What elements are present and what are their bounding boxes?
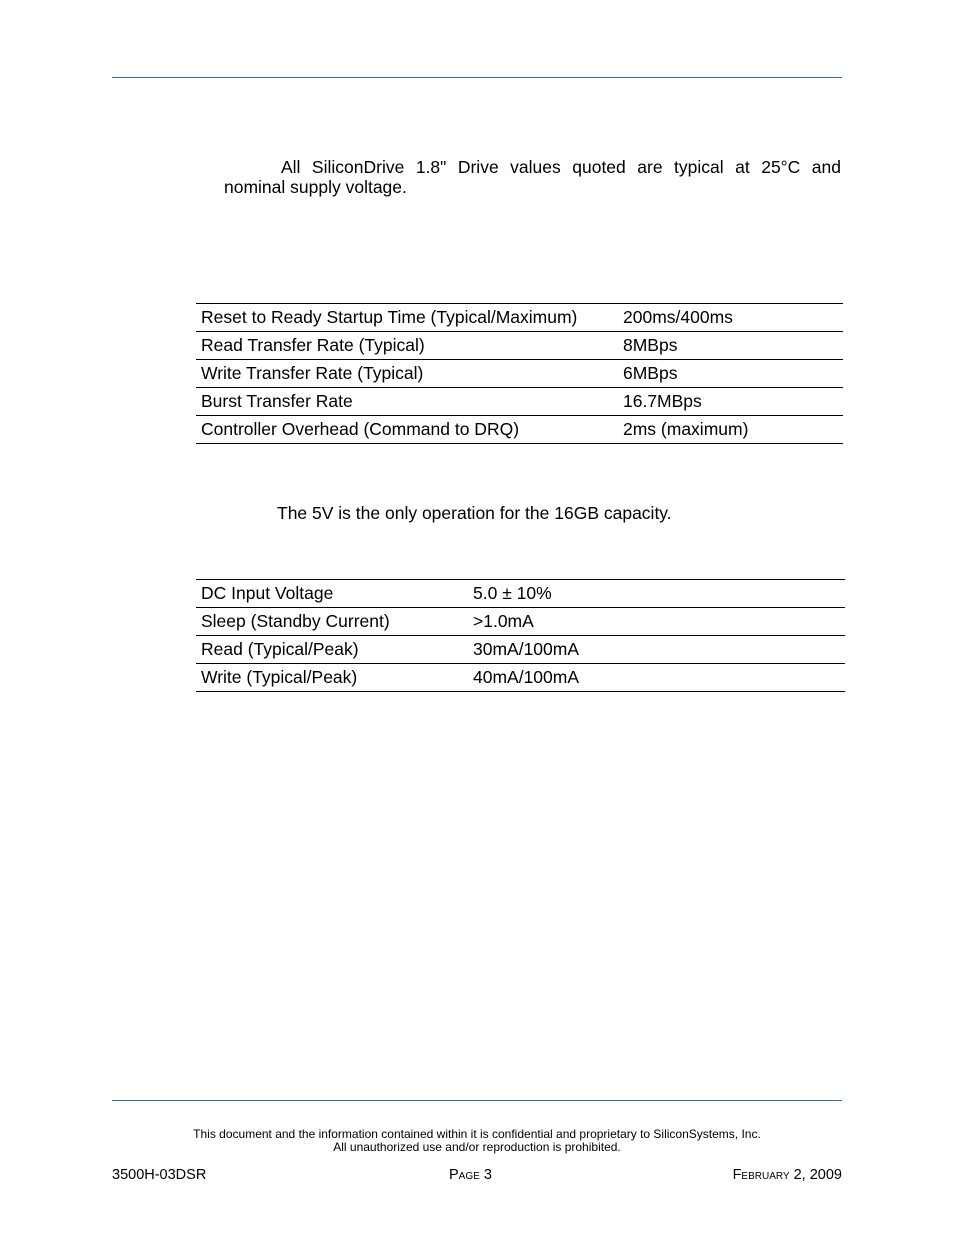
table-row (196, 388, 843, 416)
table-row (196, 608, 845, 636)
header-rule (112, 77, 842, 78)
table-cell-value: 30mA/100mA (468, 636, 845, 664)
table-cell-label: Write (Typical/Peak) (196, 664, 468, 692)
table-cell-value: 16.7MBps (618, 388, 843, 416)
table-row (196, 416, 843, 444)
performance-table (196, 303, 843, 444)
power-table (196, 579, 845, 692)
document-date: February 2, 2009 (732, 1167, 842, 1183)
note-line-2: nominal supply voltage. (224, 177, 407, 197)
table-cell-value: 2ms (maximum) (618, 416, 843, 444)
table-row (196, 664, 845, 692)
disclaimer-line-2: All unauthorized use and/or reproduction is prohibited. (333, 1140, 621, 1154)
table-cell-label: Controller Overhead (Command to DRQ) (196, 416, 618, 444)
table-cell-label: Reset to Ready Startup Time (Typical/Maximum) (196, 304, 618, 332)
note-line-1: All SiliconDrive 1.8" Drive values quoted are typical at 25°C and (281, 157, 841, 177)
power-note: The 5V is the only operation for the 16GB capacity. (277, 503, 672, 523)
table-cell-value: 5.0 ± 10% (468, 580, 845, 608)
table-cell-value: 200ms/400ms (618, 304, 843, 332)
footer-rule (112, 1100, 842, 1101)
table-row (196, 636, 845, 664)
table-row (196, 332, 843, 360)
table-cell-label: Burst Transfer Rate (196, 388, 618, 416)
table-cell-value: 40mA/100mA (468, 664, 845, 692)
typical-values-note (224, 157, 841, 197)
table-row (196, 304, 843, 332)
table-cell-label: Write Transfer Rate (Typical) (196, 360, 618, 388)
table-row (196, 360, 843, 388)
table-cell-value: >1.0mA (468, 608, 845, 636)
table-cell-value: 8MBps (618, 332, 843, 360)
document-id: 3500H-03DSR (112, 1167, 207, 1183)
page-number: Page 3 (449, 1167, 492, 1183)
table-cell-label: DC Input Voltage (196, 580, 468, 608)
table-cell-label: Sleep (Standby Current) (196, 608, 468, 636)
table-cell-label: Read Transfer Rate (Typical) (196, 332, 618, 360)
confidentiality-notice (112, 1128, 842, 1154)
disclaimer-line-1: This document and the information contained within it is confidential and proprietary to SiliconSystems, Inc. (193, 1127, 761, 1141)
table-cell-value: 6MBps (618, 360, 843, 388)
table-cell-label: Read (Typical/Peak) (196, 636, 468, 664)
table-row (196, 580, 845, 608)
